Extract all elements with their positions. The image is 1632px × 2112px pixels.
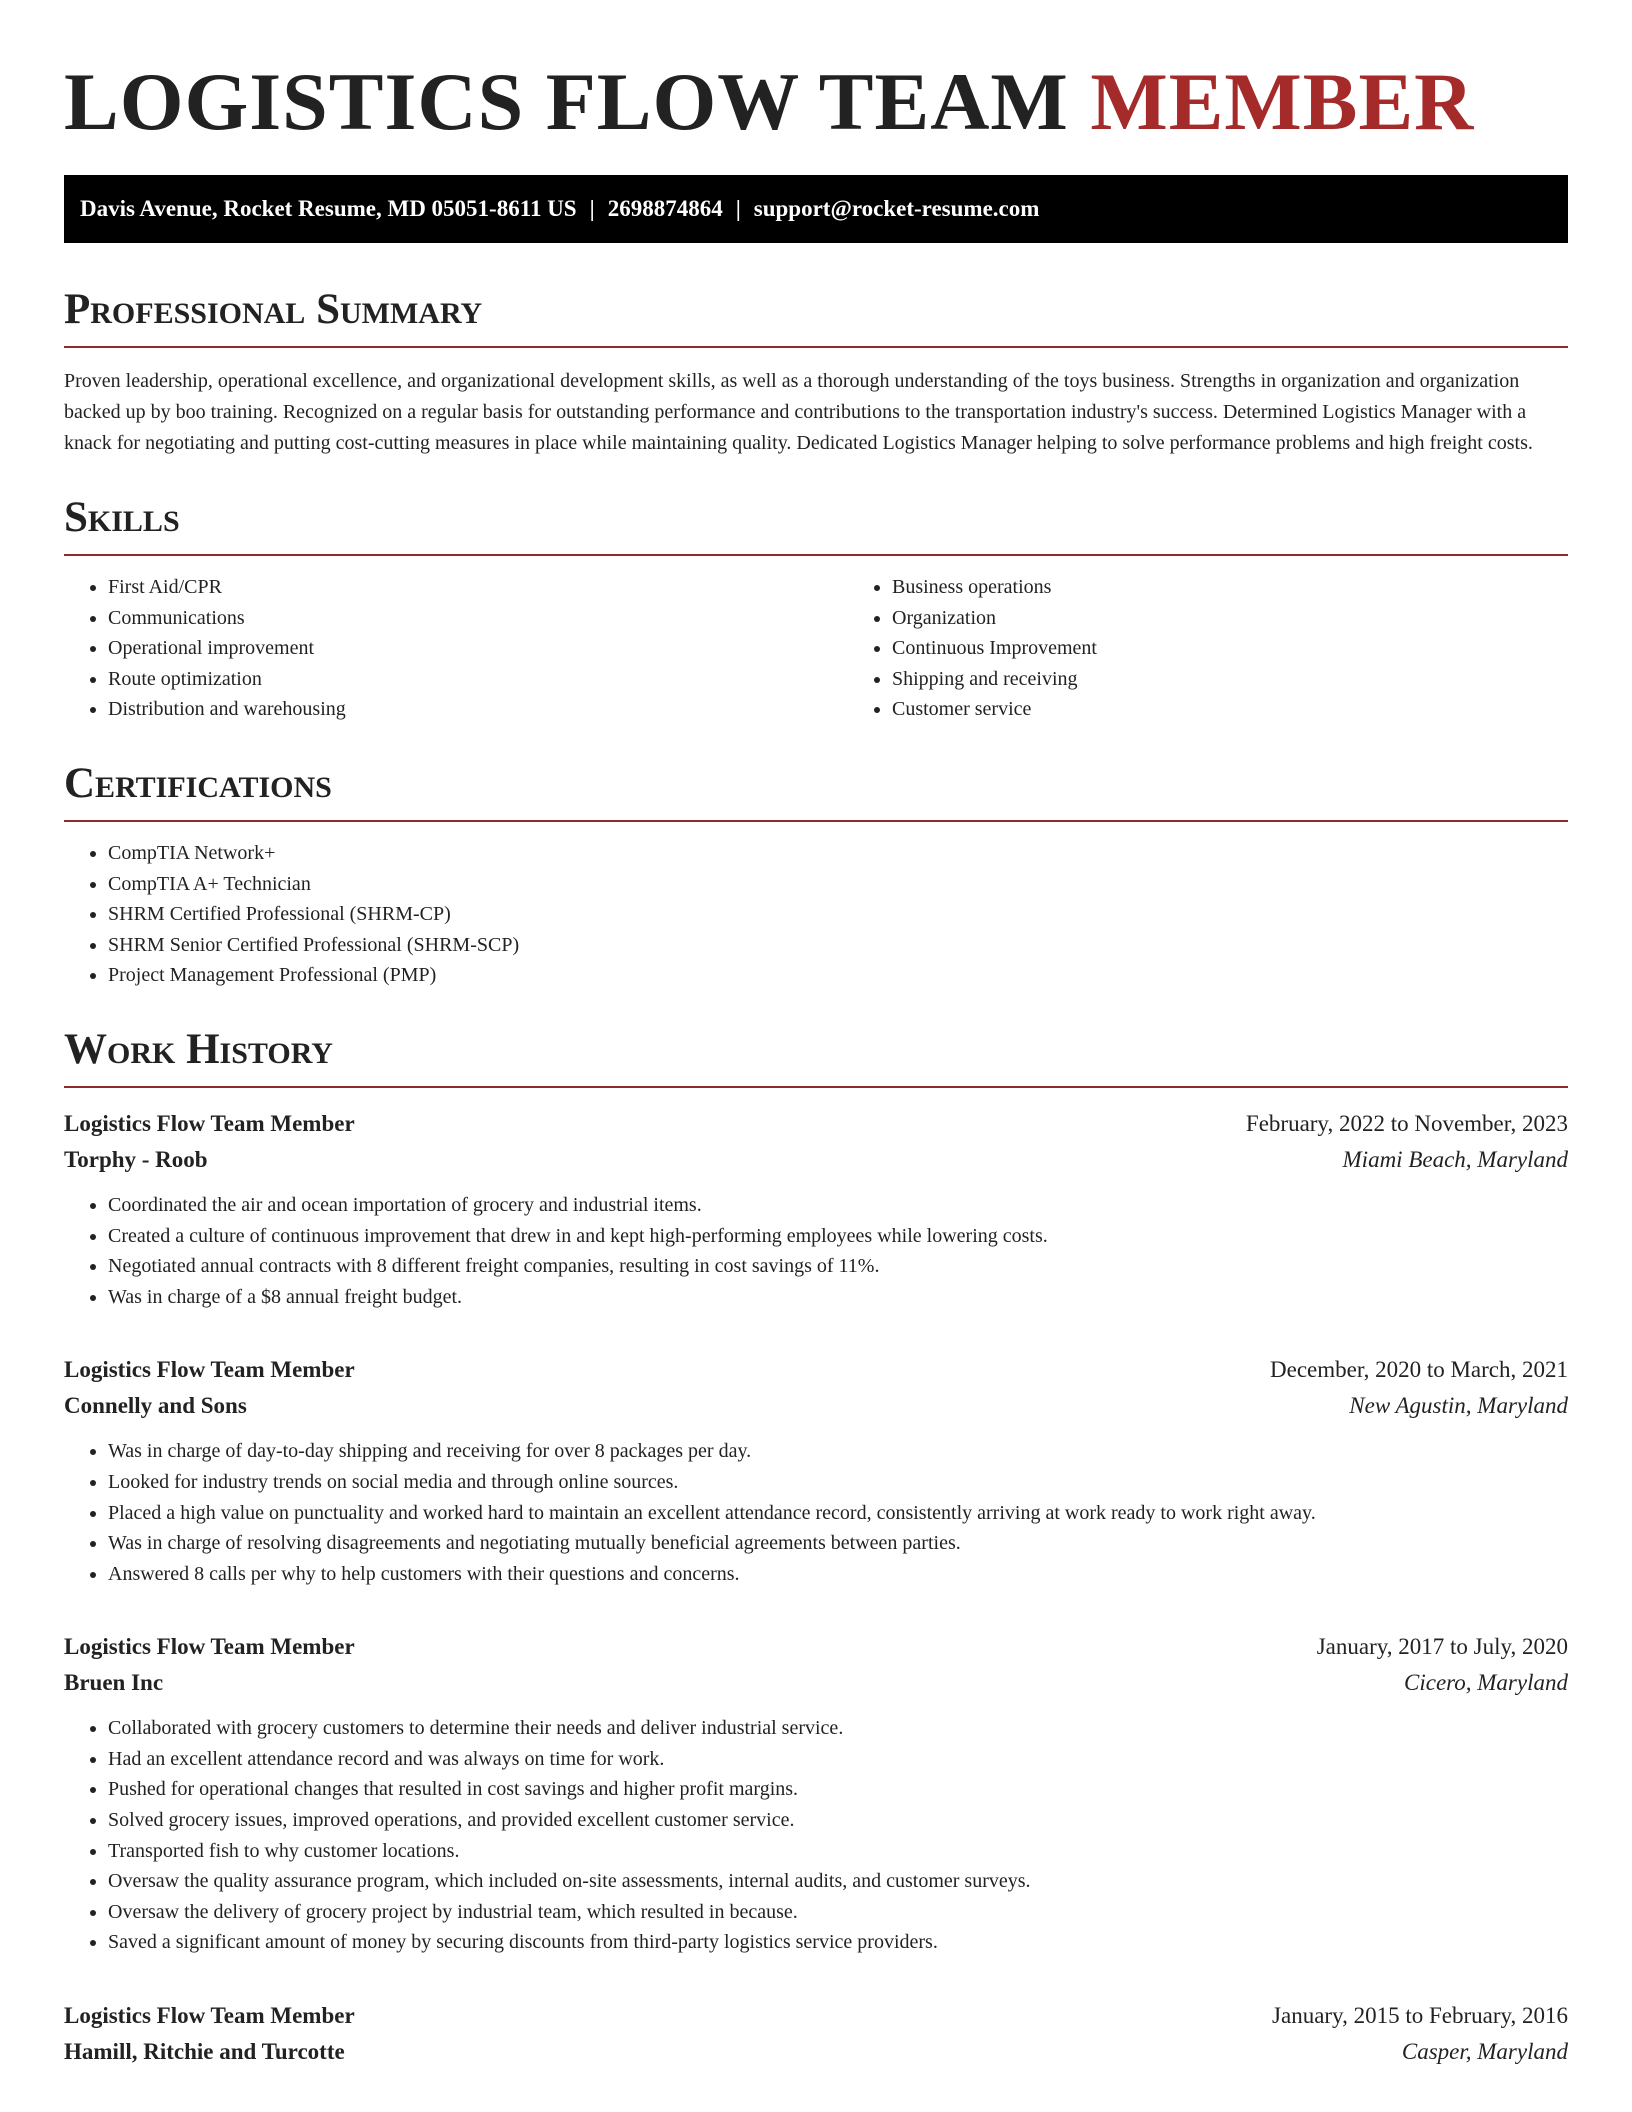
contact-email[interactable]: support@rocket-resume.com <box>753 196 1040 221</box>
skills-list-right <box>848 572 1632 725</box>
job-bullet: • Pushed for operational changes that resulted in cost savings and higher profit margins. <box>108 1774 1568 1805</box>
job-bullet: • Coordinated the air and ocean importation of grocery and industrial items. <box>108 1190 1568 1221</box>
job-header-row <box>64 1352 1568 1388</box>
job-dates: January, 2017 to July, 2020 <box>1316 1634 1568 1660</box>
skill-item: • Shipping and receiving <box>892 664 1632 695</box>
job-location: Miami Beach, Maryland <box>1342 1146 1568 1172</box>
job-company-row <box>64 1142 1568 1178</box>
job-location: Cicero, Maryland <box>1404 1670 1568 1696</box>
skill-item: • Route optimization <box>108 664 848 695</box>
job-bullets <box>64 1190 1568 1312</box>
job-bullet: • Saved a significant amount of money by securing discounts from third-party logistics service providers. <box>108 1927 1568 1958</box>
job-dates: January, 2015 to February, 2016 <box>1272 2003 1568 2029</box>
job-location: Casper, Maryland <box>1401 2039 1568 2065</box>
job-title: Logistics Flow Team Member <box>64 1634 355 1660</box>
skill-item: • Operational improvement <box>108 633 848 664</box>
skill-item: • Continuous Improvement <box>892 633 1632 664</box>
job-title: Logistics Flow Team Member <box>64 1110 355 1136</box>
certification-item: • SHRM Certified Professional (SHRM-CP) <box>108 899 1568 930</box>
work-history-heading: Work History <box>64 1023 1568 1088</box>
certifications-list <box>64 838 1568 991</box>
skills-grid <box>64 572 1568 725</box>
job-bullet: • Transported fish to why customer locations. <box>108 1836 1568 1867</box>
certification-item: • CompTIA A+ Technician <box>108 869 1568 900</box>
job-bullet: • Negotiated annual contracts with 8 different freight companies, resulting in cost savings of 11%. <box>108 1251 1568 1282</box>
job-header-row <box>64 1998 1568 2034</box>
job-company: Connelly and Sons <box>64 1393 247 1419</box>
contact-address: Davis Avenue, Rocket Resume, MD 05051-8611 US <box>80 196 577 221</box>
job-bullet: • Oversaw the quality assurance program, which included on-site assessments, internal audits, and customer surveys. <box>108 1866 1568 1897</box>
summary-text: Proven leadership, operational excellence, and organizational development skills, as well as a thorough understanding of the toys business. Strengths in organization and organization backed up by boo training. Recognized on a regular basis for outstanding performance and contributions to the transportation industry's success. Determined Logistics Manager with a knack for negotiating and putting cost-cutting measures in place while maintaining quality. Dedicated Logistics Manager helping to solve performance problems and high freight costs. <box>64 370 1533 454</box>
job-bullet: • Oversaw the delivery of grocery project by industrial team, which resulted in because. <box>108 1897 1568 1928</box>
job-entry <box>64 1629 1568 1958</box>
skill-item: • Distribution and warehousing <box>108 694 848 725</box>
job-bullet: • Was in charge of resolving disagreements and negotiating mutually beneficial agreements between parties. <box>108 1528 1568 1559</box>
job-bullet: • Placed a high value on punctuality and worked hard to maintain an excellent attendance record, consistently arriving at work ready to work right away. <box>108 1498 1568 1529</box>
resume-name <box>64 0 1568 148</box>
job-bullet: • Looked for industry trends on social media and through online sources. <box>108 1467 1568 1498</box>
job-bullet: • Collaborated with grocery customers to determine their needs and deliver industrial service. <box>108 1713 1568 1744</box>
certification-item: • Project Management Professional (PMP) <box>108 960 1568 991</box>
job-bullet: • Was in charge of day-to-day shipping and receiving for over 8 packages per day. <box>108 1436 1568 1467</box>
certification-item: • SHRM Senior Certified Professional (SHRM-SCP) <box>108 930 1568 961</box>
summary-heading: Professional Summary <box>64 283 1568 348</box>
contact-separator: | <box>735 196 741 221</box>
contact-separator: | <box>589 196 595 221</box>
certifications-heading: Certifications <box>64 757 1568 822</box>
contact-phone: 2698874864 <box>607 196 723 221</box>
skill-item: • Business operations <box>892 572 1632 603</box>
job-title: Logistics Flow Team Member <box>64 1357 355 1383</box>
job-bullets <box>64 1713 1568 1958</box>
job-entry <box>64 1352 1568 1589</box>
job-title: Logistics Flow Team Member <box>64 2003 355 2029</box>
job-bullets <box>64 1436 1568 1589</box>
job-location: New Agustin, Maryland <box>1349 1393 1568 1419</box>
skills-heading: Skills <box>64 491 1568 556</box>
skills-list-left <box>64 572 848 725</box>
skill-item: • Customer service <box>892 694 1632 725</box>
job-company: Bruen Inc <box>64 1670 164 1696</box>
job-bullet: • Answered 8 calls per why to help customers with their questions and concerns. <box>108 1559 1568 1590</box>
name-accent: MEMBER <box>1090 56 1475 147</box>
job-bullet: • Was in charge of a $8 annual freight budget. <box>108 1282 1568 1313</box>
job-header-row <box>64 1629 1568 1665</box>
name-main: LOGISTICS FLOW TEAM <box>64 56 1069 147</box>
job-bullet: • Solved grocery issues, improved operations, and provided excellent customer service. <box>108 1805 1568 1836</box>
certification-item: • CompTIA Network+ <box>108 838 1568 869</box>
skill-item: • Organization <box>892 603 1632 634</box>
job-entry <box>64 1106 1568 1312</box>
job-header-row <box>64 1106 1568 1142</box>
job-company: Hamill, Ritchie and Turcotte <box>64 2039 345 2065</box>
job-bullet: • Had an excellent attendance record and was always on time for work. <box>108 1744 1568 1775</box>
job-bullet: • Created a culture of continuous improvement that drew in and kept high-performing employees while lowering costs. <box>108 1221 1568 1252</box>
job-dates: February, 2022 to November, 2023 <box>1245 1110 1568 1136</box>
job-dates: December, 2020 to March, 2021 <box>1270 1357 1568 1383</box>
job-company-row <box>64 1388 1568 1424</box>
skill-item: • First Aid/CPR <box>108 572 848 603</box>
contact-bar <box>64 175 1568 243</box>
job-entry <box>64 1998 1568 2070</box>
job-company: Torphy - Roob <box>64 1146 208 1172</box>
skill-item: • Communications <box>108 603 848 634</box>
job-company-row <box>64 1665 1568 1701</box>
job-company-row <box>64 2034 1568 2070</box>
